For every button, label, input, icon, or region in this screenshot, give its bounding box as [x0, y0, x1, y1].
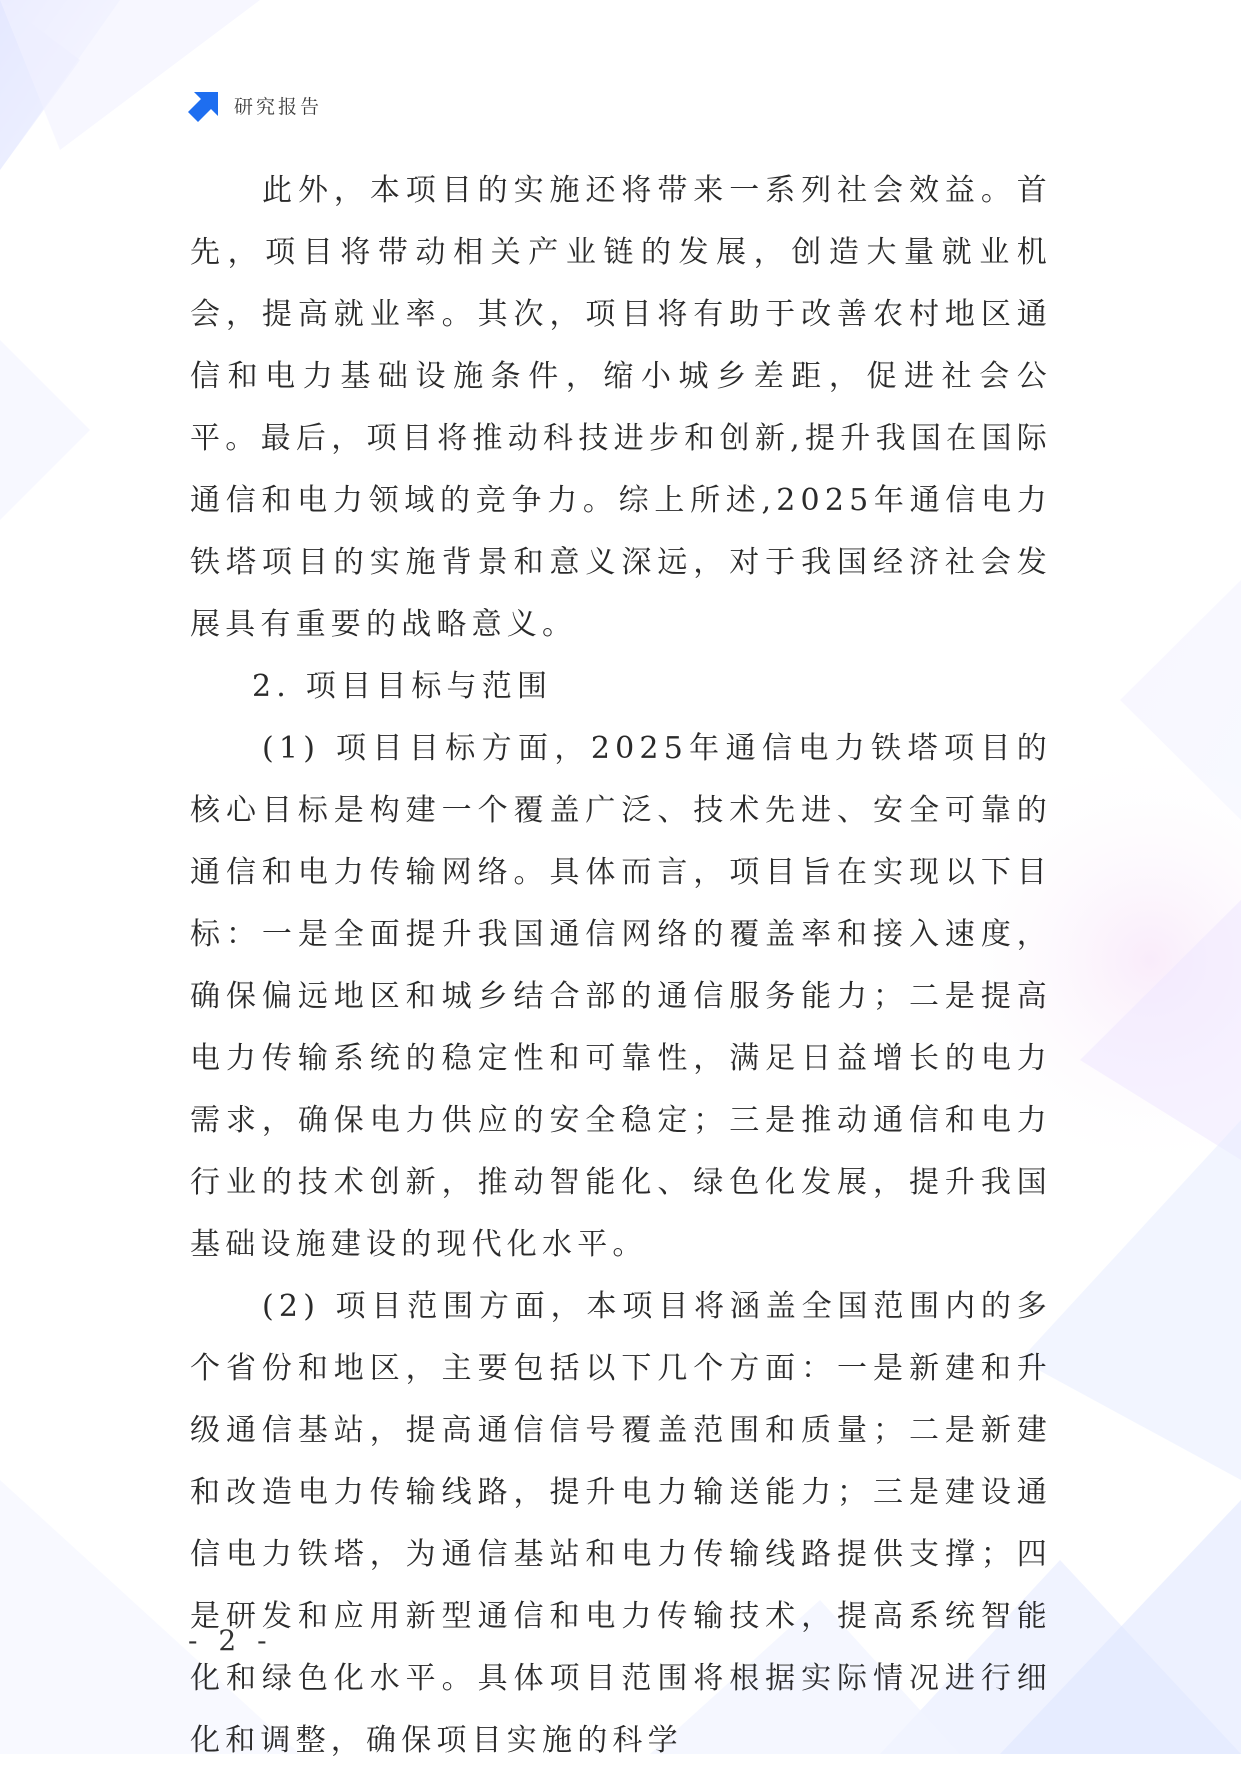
paragraph-project-goals: (1) 项目目标方面，2025年通信电力铁塔项目的核心目标是构建一个覆盖广泛、技术先进、安全可靠的通信和电力传输网络。具体而言，项目旨在实现以下目标：一是全面提升我国通信网络的覆盖率和接入速度，确保偏远地区和城乡结合部的通信服务能力；二是提高电力传输系统的稳定性和可靠性，满足日益增长的电力需求，确保电力供应的安全稳定；三是推动通信和电力行业的技术创新，推动智能化、绿色化发展，提升我国基础设施建设的现代化水平。 [190, 731, 1052, 1262]
paragraph-project-scope: (2) 项目范围方面，本项目将涵盖全国范围内的多个省份和地区，主要包括以下几个方面：一是新建和升级通信基站，提高通信信号覆盖范围和质量；二是新建和改造电力传输线路，提升电力输送能力；三是建设通信电力铁塔，为通信基站和电力传输线路提供支撑；四是研发和应用新型通信和电力传输技术，提高系统智能化和绿色化水平。具体项目范围将根据实际情况进行细化和调整，确保项目实施的科学 [190, 1289, 1052, 1758]
page-number: - 2 - [188, 1624, 273, 1657]
section-heading: 2. 项目目标与范围 [252, 669, 553, 704]
paragraph-social-benefits: 此外，本项目的实施还将带来一系列社会效益。首先，项目将带动相关产业链的发展，创造大量就业机会，提高就业率。其次，项目将有助于改善农村地区通信和电力基础设施条件，缩小城乡差距，促进社会公平。最后，项目将推动科技进步和创新,提升我国在国际通信和电力领域的竞争力。综上所述,2025年通信电力铁塔项目的实施背景和意义深远，对于我国经济社会发展具有重要的战略意义。 [190, 173, 1052, 642]
arrow-up-right-icon [188, 88, 222, 122]
document-header [188, 88, 322, 122]
header-title: 研究报告 [234, 95, 323, 118]
document-body [190, 160, 1052, 1772]
